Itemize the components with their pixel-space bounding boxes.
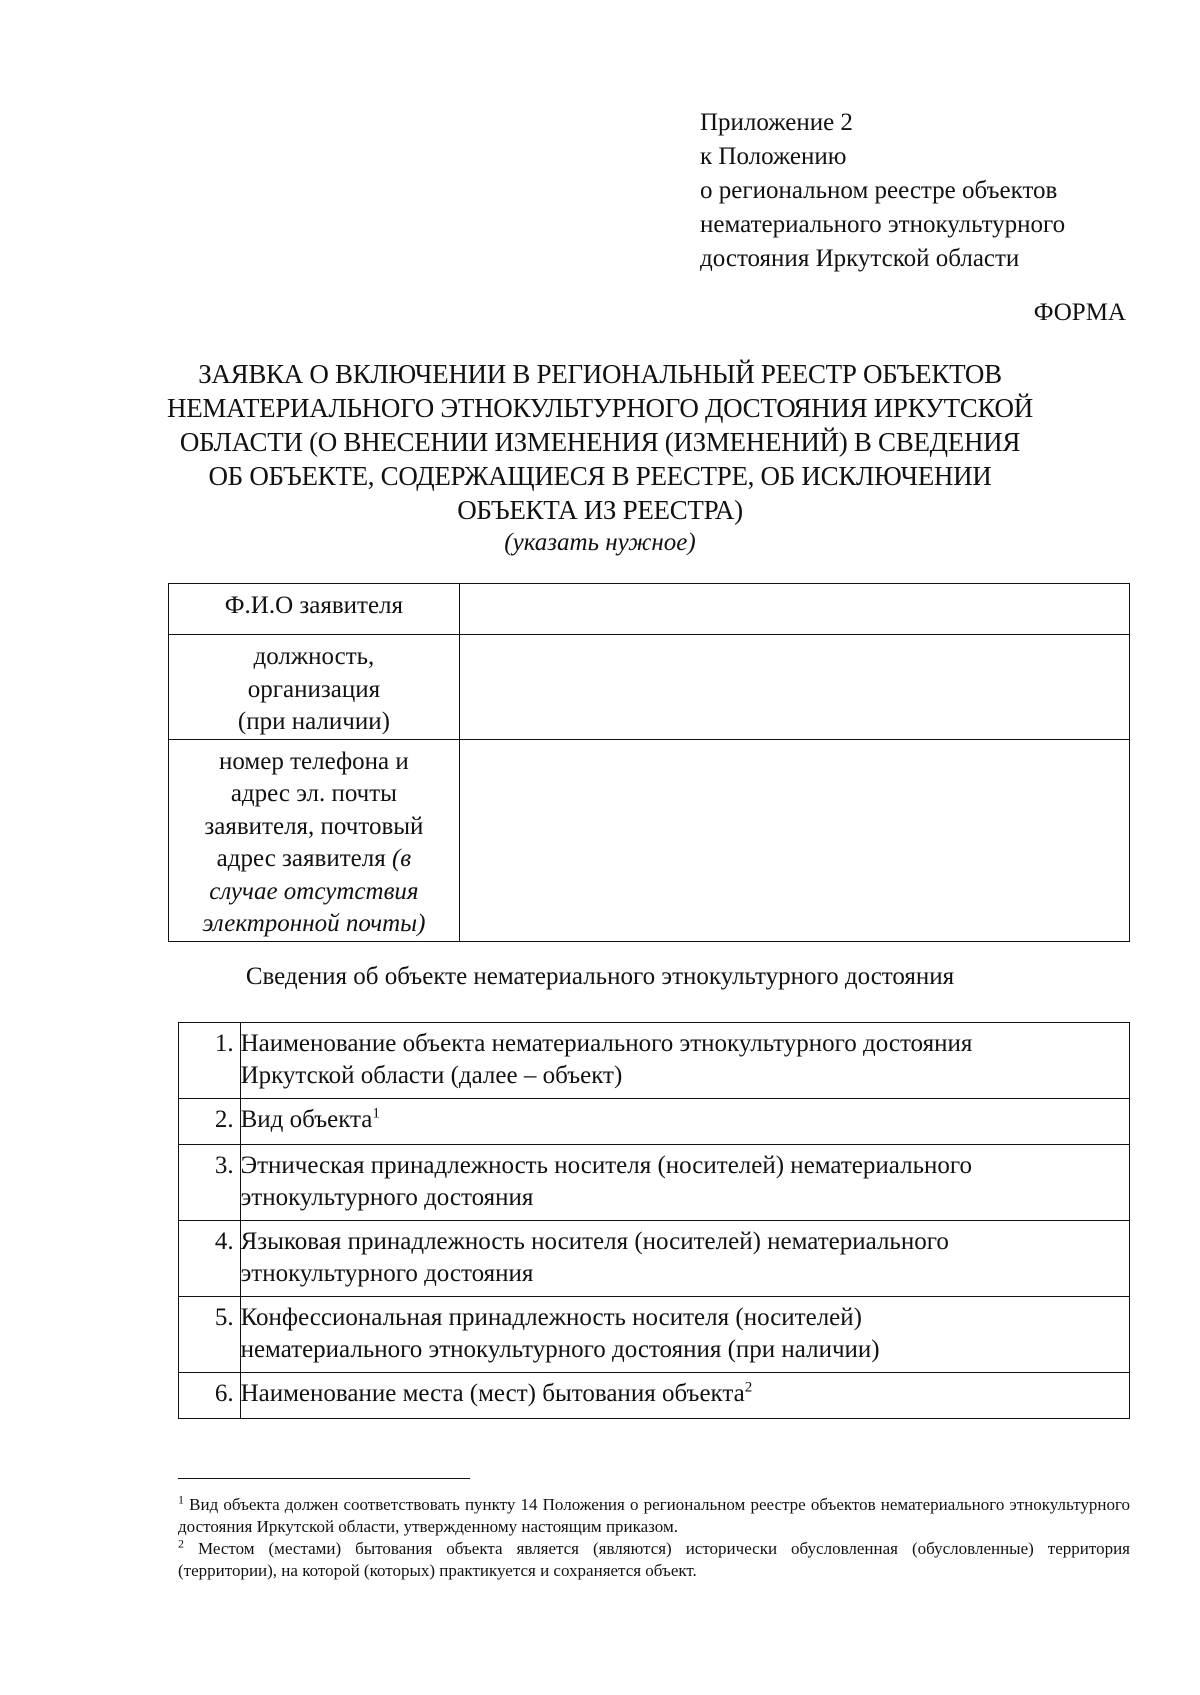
title-line: ЗАЯВКА О ВКЛЮЧЕНИИ В РЕГИОНАЛЬНЫЙ РЕЕСТР ОБЪЕКТОВ (198, 359, 1002, 389)
title-line: ОБЛАСТИ (О ВНЕСЕНИИ ИЗМЕНЕНИЯ (ИЗМЕНЕНИЙ) В СВЕДЕНИЯ (179, 427, 1021, 457)
table-row (169, 584, 1130, 635)
applicant-name-field[interactable] (459, 584, 1129, 635)
form-label: ФОРМА (1033, 299, 1126, 326)
row-number: 6. (179, 1373, 241, 1419)
footnote-mark: 1 (178, 1492, 184, 1507)
section-heading: Сведения об объекте нематериального этнокультурного достояния (245, 963, 955, 990)
label-line-italic: электронной почты) (202, 910, 426, 937)
footnote-divider (178, 1478, 470, 1479)
row-text-line: этнокультурного достояния (240, 1184, 534, 1211)
row-text (240, 1023, 1129, 1099)
row-number: 3. (179, 1145, 241, 1221)
footnote-text: Вид объекта должен соответствовать пункту 14 Положения о региональном реестре объектов нематериального этнокультурного достояния Иркутской области, утвержденному настоящим приказом. (178, 1495, 1130, 1536)
appendix-header (700, 106, 1140, 276)
footnote-2 (178, 1538, 1130, 1582)
footnote-text: Местом (местами) бытования объекта является (являются) исторически обусловленная (обусловленные) территория (территории), на которой (которых) практикуется и сохраняется объект. (178, 1539, 1130, 1580)
row-text-line: Вид объекта (240, 1106, 373, 1133)
table-row (169, 739, 1130, 941)
row-text (240, 1099, 1129, 1145)
document-title (130, 357, 1070, 527)
applicant-contacts-field[interactable] (459, 739, 1129, 941)
row-text (240, 1373, 1129, 1419)
row-text-line: нематериального этнокультурного достояния (при наличии) (240, 1336, 880, 1363)
title-line: НЕМАТЕРИАЛЬНОГО ЭТНОКУЛЬТУРНОГО ДОСТОЯНИЯ ИРКУТСКОЙ (167, 393, 1033, 423)
applicant-name-label: Ф.И.О заявителя (169, 584, 460, 635)
label-line: (при наличии) (237, 708, 390, 735)
label-line: должность, (253, 643, 375, 670)
table-row (179, 1099, 1130, 1145)
row-text-line: Наименование объекта нематериального этнокультурного достояния (240, 1030, 973, 1057)
object-info-table (178, 1022, 1130, 1419)
label-line-italic: (в (391, 845, 412, 872)
appendix-line: к Положению (700, 143, 847, 170)
row-number: 4. (179, 1221, 241, 1297)
table-row (179, 1373, 1130, 1419)
title-line: ОБ ОБЪЕКТЕ, СОДЕРЖАЩИЕСЯ В РЕЕСТРЕ, ОБ ИСКЛЮЧЕНИИ (208, 461, 992, 491)
appendix-line: о региональном реестре объектов (700, 177, 1058, 204)
label-line: заявителя, почтовый (204, 812, 424, 840)
row-number: 5. (179, 1297, 241, 1373)
row-text (240, 1297, 1129, 1373)
appendix-line: достояния Иркутской области (700, 245, 1020, 272)
label-line-italic: случае отсутствия (209, 877, 419, 905)
table-row (179, 1297, 1130, 1373)
row-text (240, 1221, 1129, 1297)
label-line: адрес эл. почты (230, 780, 397, 807)
footnotes (178, 1494, 1130, 1582)
document-subtitle: (указать нужное) (504, 529, 696, 556)
table-row (169, 635, 1130, 740)
applicant-table (168, 583, 1130, 942)
table-row (179, 1145, 1130, 1221)
row-text-line: Иркутской области (далее – объект) (240, 1062, 623, 1089)
row-text-line: Языковая принадлежность носителя (носителей) нематериального (240, 1228, 949, 1255)
label-line (169, 843, 459, 876)
footnote-ref[interactable]: 2 (744, 1379, 753, 1396)
applicant-position-field[interactable] (459, 635, 1129, 740)
label-line: организация (247, 675, 381, 703)
appendix-line: Приложение 2 (700, 109, 853, 136)
footnote-mark: 2 (178, 1536, 184, 1551)
row-text (240, 1145, 1129, 1221)
appendix-line: нематериального этнокультурного (700, 211, 1066, 238)
label-line-part: адрес заявителя (216, 845, 392, 872)
row-text-line: Конфессиональная принадлежность носителя (носителей) (240, 1304, 862, 1331)
label-line: номер телефона и (219, 747, 409, 775)
table-row (179, 1023, 1130, 1099)
row-number: 2. (179, 1099, 241, 1145)
row-text-line: Этническая принадлежность носителя (носителей) нематериального (240, 1152, 972, 1179)
applicant-position-label (169, 635, 460, 740)
row-text-line: Наименование места (мест) бытования объекта (240, 1380, 745, 1407)
footnote-ref[interactable]: 1 (372, 1105, 380, 1122)
row-text-line: этнокультурного достояния (240, 1260, 534, 1287)
table-row (179, 1221, 1130, 1297)
footnote-1 (178, 1494, 1130, 1538)
row-number: 1. (179, 1023, 241, 1099)
title-line: ОБЪЕКТА ИЗ РЕЕСТРА) (457, 495, 743, 525)
applicant-contacts-label (169, 739, 460, 941)
